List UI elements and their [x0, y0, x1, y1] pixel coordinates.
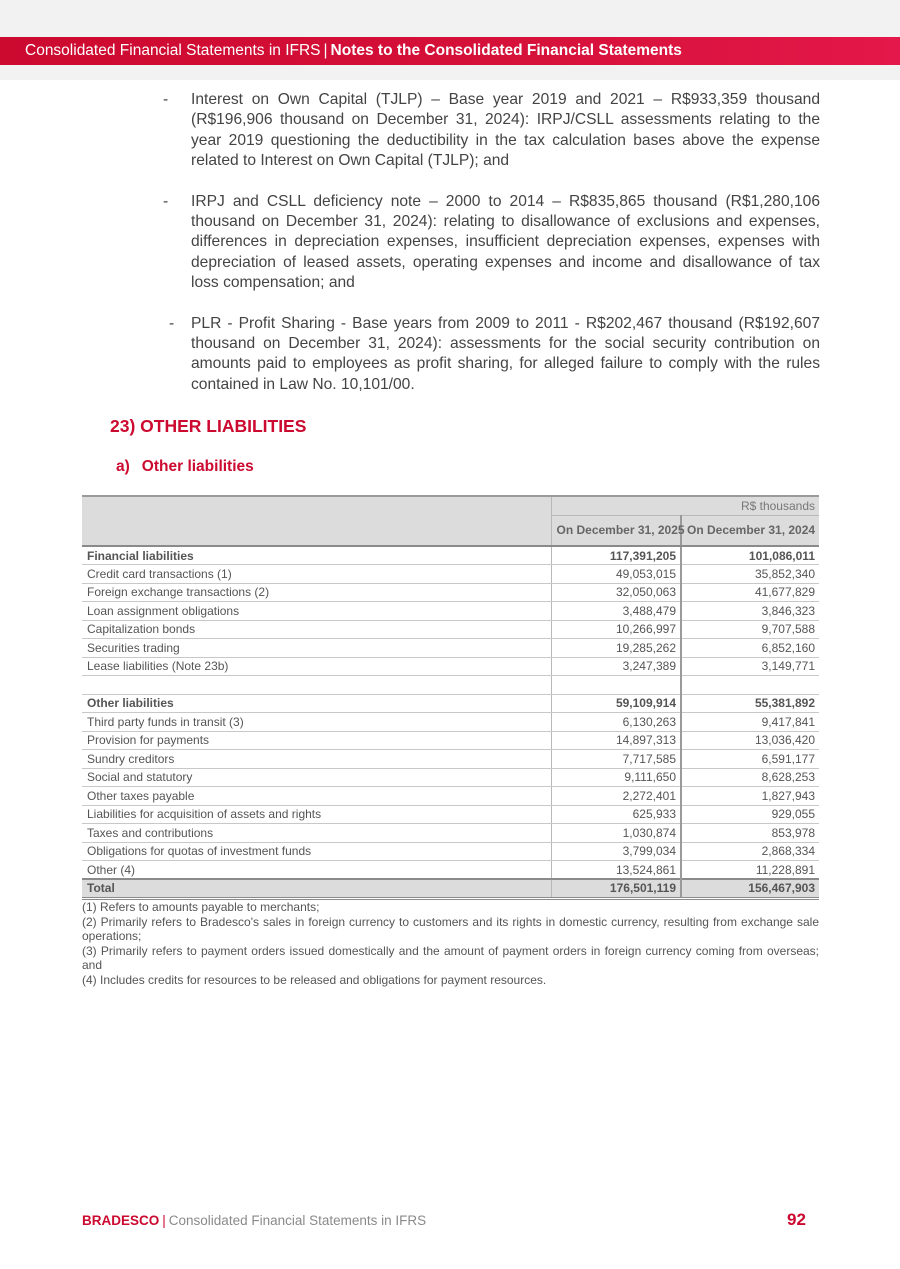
total-label: Total [82, 879, 551, 898]
table-row [82, 805, 819, 824]
table-row [82, 787, 819, 806]
footnote: (2) Primarily refers to Bradesco's sales in foreign currency to customers and its rights in domestic currency, resulting from exchange sale operations; [82, 914, 819, 944]
header-doc-title: Consolidated Financial Statements in IFRS [25, 42, 321, 59]
value-2024 [681, 676, 819, 695]
value-2024: 9,707,588 [681, 620, 819, 639]
value-2024: 3,846,323 [681, 602, 819, 621]
row-label: Financial liabilities [82, 546, 551, 565]
subsection-title [116, 458, 254, 476]
value-2025: 9,111,650 [551, 768, 681, 787]
value-2025: 1,030,874 [551, 824, 681, 843]
table-row [82, 676, 819, 695]
row-label: Taxes and contributions [82, 824, 551, 843]
row-label: Other (4) [82, 861, 551, 880]
table-corner [82, 496, 551, 546]
table-row [82, 565, 819, 584]
brand-name: BRADESCO [82, 1213, 160, 1228]
value-2025: 6,130,263 [551, 713, 681, 732]
table-row [82, 824, 819, 843]
value-2025: 3,247,389 [551, 657, 681, 676]
value-2025: 14,897,313 [551, 731, 681, 750]
total-2025: 176,501,119 [551, 879, 681, 898]
table-row [82, 546, 819, 565]
list-item-text: PLR - Profit Sharing - Base years from 2009 to 2011 - R$202,467 thousand (R$192,607 thousand on December 31, 2024): assessments for the social security contribution on amounts paid to employees as profit sharing, for alleged failure to comply with the rules contained in Law No. 10,101/00. [191, 314, 820, 393]
table-row [82, 768, 819, 787]
bullet-dash: - [169, 314, 175, 332]
value-2025: 59,109,914 [551, 694, 681, 713]
value-2024: 6,591,177 [681, 750, 819, 769]
value-2025: 7,717,585 [551, 750, 681, 769]
value-2024: 3,149,771 [681, 657, 819, 676]
value-2025: 32,050,063 [551, 583, 681, 602]
row-label: Other liabilities [82, 694, 551, 713]
value-2025: 49,053,015 [551, 565, 681, 584]
table-row [82, 620, 819, 639]
list-item [160, 192, 820, 294]
value-2025: 117,391,205 [551, 546, 681, 565]
footnote: (3) Primarily refers to payment orders issued domestically and the amount of payment orders in foreign currency coming from overseas; and [82, 943, 819, 973]
row-label: Provision for payments [82, 731, 551, 750]
table-row [82, 750, 819, 769]
row-label: Securities trading [82, 639, 551, 658]
total-row [82, 879, 819, 898]
table-row [82, 842, 819, 861]
value-2024: 9,417,841 [681, 713, 819, 732]
row-label: Loan assignment obligations [82, 602, 551, 621]
row-label: Third party funds in transit (3) [82, 713, 551, 732]
value-2025: 10,266,997 [551, 620, 681, 639]
table-row [82, 639, 819, 658]
running-header [0, 37, 900, 65]
footnote: (4) Includes credits for resources to be released and obligations for payment resources. [82, 972, 547, 987]
contingency-list [160, 90, 820, 415]
value-2025: 3,488,479 [551, 602, 681, 621]
list-item [160, 314, 820, 396]
value-2024: 2,868,334 [681, 842, 819, 861]
table-row [82, 657, 819, 676]
value-2024: 929,055 [681, 805, 819, 824]
row-label [82, 676, 551, 695]
value-2025: 13,524,861 [551, 861, 681, 880]
subsection-number: a) [116, 458, 130, 475]
row-label: Social and statutory [82, 768, 551, 787]
value-2024: 35,852,340 [681, 565, 819, 584]
table-row [82, 602, 819, 621]
page-footer [82, 1213, 426, 1228]
total-2024: 156,467,903 [681, 879, 819, 898]
row-label: Sundry creditors [82, 750, 551, 769]
table-row [82, 731, 819, 750]
subsection-label: Other liabilities [141, 458, 254, 475]
row-label: Obligations for quotas of investment funds [82, 842, 551, 861]
row-label: Credit card transactions (1) [82, 565, 551, 584]
value-2024: 11,228,891 [681, 861, 819, 880]
table-row [82, 713, 819, 732]
column-header-2024: On December 31, 2024 [681, 515, 819, 546]
value-2024: 8,628,253 [681, 768, 819, 787]
value-2024: 853,978 [681, 824, 819, 843]
section-title: 23) OTHER LIABILITIES [110, 416, 307, 436]
value-2024: 13,036,420 [681, 731, 819, 750]
value-2025: 625,933 [551, 805, 681, 824]
other-liabilities-table [82, 495, 819, 900]
row-label: Capitalization bonds [82, 620, 551, 639]
header-separator: | [323, 42, 328, 59]
value-2024: 55,381,892 [681, 694, 819, 713]
table-row [82, 583, 819, 602]
row-label: Lease liabilities (Note 23b) [82, 657, 551, 676]
value-2025: 19,285,262 [551, 639, 681, 658]
table-row [82, 694, 819, 713]
header-section-title: Notes to the Consolidated Financial Statements [330, 42, 682, 59]
footer-title: Consolidated Financial Statements in IFRS [168, 1213, 427, 1228]
value-2025: 3,799,034 [551, 842, 681, 861]
value-2025 [551, 676, 681, 695]
list-item [160, 90, 820, 172]
bullet-dash: - [163, 192, 169, 210]
value-2024: 6,852,160 [681, 639, 819, 658]
footnote: (1) Refers to amounts payable to merchants; [82, 900, 320, 914]
column-header-2025: On December 31, 2025 [551, 515, 681, 546]
table-footnotes [82, 900, 819, 988]
table-row [82, 861, 819, 880]
footer-separator: | [162, 1213, 166, 1228]
bullet-dash: - [163, 91, 169, 108]
value-2025: 2,272,401 [551, 787, 681, 806]
list-item-text: Interest on Own Capital (TJLP) – Base year 2019 and 2021 – R$933,359 thousand (R$196,906 thousand on December 31, 2024): IRPJ/CSLL assessments relating to the year 2019 questioning the deductibility in the tax calculation bases above the expense related to Interest on Own Capital (TJLP); and [191, 91, 820, 170]
row-label: Other taxes payable [82, 787, 551, 806]
value-2024: 101,086,011 [681, 546, 819, 565]
list-item-text: IRPJ and CSLL deficiency note – 2000 to 2014 – R$835,865 thousand (R$1,280,106 thousand on December 31, 2024): relating to disallowance of exclusions and expenses, differences in depreciation expenses, insufficient depreciation expenses, expenses with depreciation of leased assets, operating expenses and income and disallowance of tax loss compensation; and [191, 192, 820, 292]
page-number: 92 [787, 1210, 806, 1229]
table-unit: R$ thousands [551, 496, 819, 515]
value-2024: 1,827,943 [681, 787, 819, 806]
row-label: Foreign exchange transactions (2) [82, 583, 551, 602]
row-label: Liabilities for acquisition of assets and rights [82, 805, 551, 824]
value-2024: 41,677,829 [681, 583, 819, 602]
